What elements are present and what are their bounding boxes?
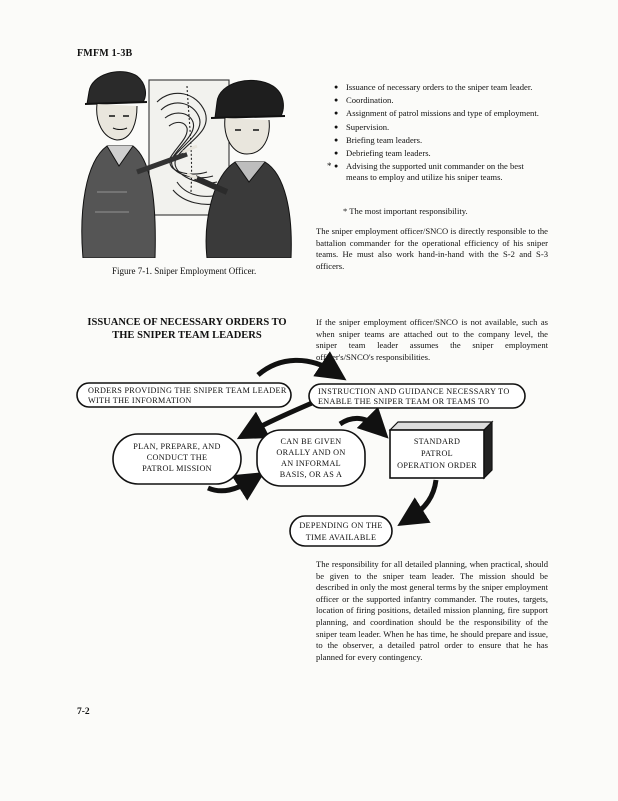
flow-node-text: PLAN, PREPARE, AND	[133, 442, 221, 451]
flow-node-text: STANDARD	[413, 437, 461, 446]
flow-node-text: INSTRUCTION AND GUIDANCE NECESSARY TO	[318, 387, 510, 396]
flow-node-standard-order	[390, 422, 492, 478]
paragraph-responsibility: The sniper employment officer/SNCO is directly responsible to the battalion commander for the operational efficiency of his sniper teams. He must also work hand-in-hand with the S-2 and S-3 officers.	[316, 226, 548, 271]
flow-node-text: PATROL	[421, 449, 453, 458]
section-heading-line: ISSUANCE OF NECESSARY ORDERS TO	[87, 317, 287, 328]
list-item-text: Briefing team leaders.	[346, 134, 423, 145]
star-mark: ● *	[327, 161, 332, 172]
flow-node-text: ENABLE THE SNIPER TEAM OR TEAMS TO	[318, 397, 490, 406]
flow-node-text: BASIS, OR AS A	[279, 470, 343, 479]
star-footnote: * The most important responsibility.	[343, 206, 468, 216]
paragraph-planning: The responsibility for all detailed planning, when practical, should be given to the sniper team leader. The mission should be described in only the most general terms by the sniper employment officer or the supported infantry commander. The routes, targets, location of firing positions, detailed mission planning, fire support planning, and coordination should be the responsibility of the sniper team leader. When he has time, he should prepare and issue, to the observer, a detailed patrol order to ensure that he has planned for every contingency.	[316, 559, 548, 662]
flow-node-text: WITH THE INFORMATION	[88, 396, 192, 405]
list-item-text: Advising the supported unit commander on the best means to employ and utilize his sniper teams.	[346, 161, 524, 183]
flow-node-text: OPERATION ORDER	[397, 461, 477, 470]
flow-node-plan	[113, 434, 241, 484]
flow-node-text: TIME AVAILABLE	[305, 533, 377, 542]
flow-node-text: PATROL MISSION	[142, 464, 212, 473]
flow-arrow	[258, 360, 334, 375]
flow-node-orders	[77, 383, 291, 407]
list-item-text: Issuance of necessary orders to the sniper team leader.	[346, 82, 533, 92]
page-number: 7-2	[77, 707, 90, 717]
flow-arrow	[340, 418, 378, 428]
paragraph-substitute: If the sniper employment officer/SNCO is not available, such as when sniper teams are attached out to the company level, the sniper team leader assumes the sniper employment officer's/SNCO's responsibilities.	[316, 317, 548, 362]
section-heading-line: THE SNIPER TEAM LEADERS	[112, 330, 262, 341]
list-item-text: Debriefing team leaders.	[346, 148, 431, 159]
flow-node-text: ORALLY AND ON	[276, 448, 346, 457]
flow-arrow	[410, 480, 436, 518]
list-item-text: Coordination.	[346, 95, 394, 106]
flow-node-text: CAN BE GIVEN	[280, 437, 342, 446]
flow-node-text: DEPENDING ON THE	[299, 521, 383, 530]
flow-node-instruction	[309, 384, 525, 408]
flow-node-text: CONDUCT THE	[146, 453, 208, 462]
figure-caption: Figure 7-1. Sniper Employment Officer.	[112, 266, 257, 276]
document-id: FMFM 1-3B	[77, 48, 133, 59]
flow-node-text: AN INFORMAL	[281, 459, 341, 468]
flow-node-text: ORDERS PROVIDING THE SNIPER TEAM LEADER	[88, 386, 287, 395]
flow-node-orally	[257, 430, 365, 486]
list-item-text: Supervision.	[346, 121, 390, 132]
flow-node-time	[290, 516, 392, 546]
list-item-text: Assignment of patrol missions and type of employment.	[346, 108, 539, 119]
